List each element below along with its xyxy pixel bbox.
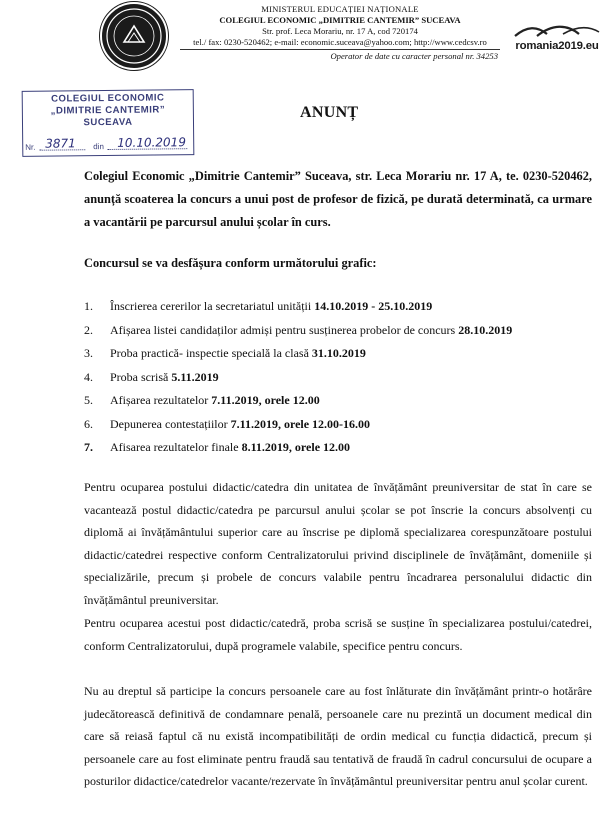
romania2019-logo (503, 22, 611, 52)
intro-paragraph: Colegiul Economic „Dimitrie Cantemir” Suceava, str. Leca Morariu nr. 17 A, te. 0230-520462, anunță scoaterea la concurs a unui post de profesor de fizică, pe durată determinată, ca urmare a vacantării pe parcursul anului școlar în curs. (84, 169, 592, 229)
registration-number: 3871 (45, 136, 76, 151)
schedule-list (84, 295, 584, 460)
written-test-paragraph: Pentru ocuparea acestui post didactic/catedră, proba scrisă se susține în specializarea postului/catedrei, conform Centralizatorului, după programele valabile, specifice pentru concurs. (84, 616, 592, 653)
school-address: Str. prof. Leca Morariu, nr. 17 A, cod 720174 (262, 26, 418, 36)
ministry-name: MINISTERUL EDUCAȚIEI NAȚIONALE (261, 4, 419, 14)
exclusion-paragraph: Nu au dreptul să participe la concurs persoanele care au fost înlăturate din învățământ printr-o hotărâre judecătorească definitivă de condamnare penală, persoanele care nu prezintă un document medical din care să reiasă faptul că nu există incompatibilități de ordin medical cu funcția didactică, precum și persoanele care au fost eliminate pentru fraudă sau tentativă de fraudă în cadrul concursului de ocupare a posturilor didactice/catedrelor vacante/rezervate în învățământul preuniversitar pentru anul școlar curent. (84, 684, 592, 789)
registration-date: 10.10.2019 (117, 135, 186, 150)
operator-number: Operator de date cu caracter personal nr. 34253 (180, 49, 500, 62)
list-item: 2. Afișarea listei candidaților admiși pentru susținerea probelor de concurs 28.10.2019 (84, 322, 513, 337)
list-item: 1. Înscrierea cererilor la secretariatul unității 14.10.2019 - 25.10.2019 (84, 299, 433, 313)
eligibility-paragraph: Pentru ocuparea postului didactic/catedra din unitatea de învățământ preuniversitar de stat în care se vacantează postul didactic/catedra pe parcursul anului școlar se pot înscrie la concurs absolvenți cu diplomă ai învățământului superior care au înscrise pe diplomă specializarea corespunzătoare postului didactic/catedrei respective conform Centralizatorului privind disciplinele de învățământ, domeniile și specializările, precum și probele de concurs valabile pentru încadrarea personalului didactic din învățământul preuniversitar. (84, 480, 592, 607)
document-title: ANUNȚ (300, 104, 359, 121)
list-item: 4. Proba scrisă 5.11.2019 (84, 369, 219, 384)
stamp-line-1: COLEGIUL ECONOMIC (51, 92, 165, 105)
list-item: 6. Depunerea contestațiilor 7.11.2019, orele 12.00-16.00 (84, 416, 371, 431)
registration-line (25, 135, 191, 152)
stamp-line-2: „DIMITRIE CANTEMIR” (50, 104, 166, 117)
registration-stamp (22, 89, 195, 157)
school-logo (100, 2, 168, 70)
nr-label: Nr. (25, 142, 36, 152)
school-name: COLEGIUL ECONOMIC „DIMITRIE CANTEMIR” SUCEAVA (219, 15, 461, 25)
list-item: 7. Afisarea rezultatelor finale 8.11.2019, orele 12.00 (84, 440, 351, 454)
school-contact: tel./ fax: 0230-520462; e-mail: economic.suceava@yahoo.com; http://www.cedcsv.ro (193, 37, 487, 47)
schedule-heading: Concursul se va desfășura conform următorului grafic: (84, 256, 377, 270)
list-item: 5. Afișarea rezultatelor 7.11.2019, orele 12.00 (84, 393, 320, 407)
stamp-line-3: SUCEAVA (83, 116, 133, 129)
list-item: 3. Proba practică- inspectie specială la clasă 31.10.2019 (84, 346, 366, 360)
brand-text: romania2019.eu (515, 40, 599, 52)
letterhead (180, 4, 500, 62)
din-label: din (93, 142, 104, 152)
brand-waves-icon (503, 22, 611, 40)
